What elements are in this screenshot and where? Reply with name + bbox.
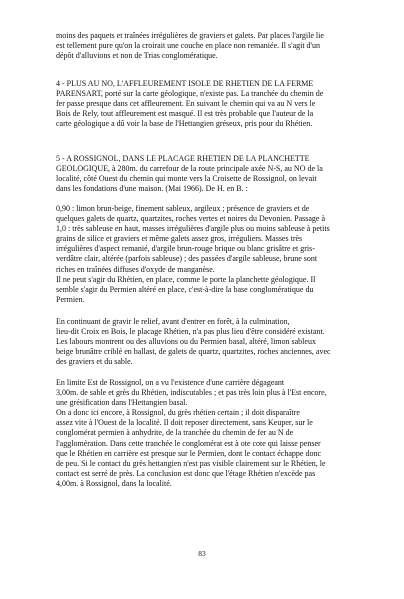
page-number: 83 [198, 549, 206, 558]
paragraph-conclusion: En limite Est de Rossignol, on a vu l'existence d'une carrière dégageant 3,00m. de sable et grès du Rhétien, indiscutables ; et pas très loin plus à l'Est encore, une grésification dans l'Hettangien basal. On a donc ici encore, à Rossignol, du grès rhétien certain ; il doit disparaître assez vite à l'Ouest de la localité. Il doit reposer directement, sans Keuper, sur le conglomérat permien à anhydrite, de la tranchée du chemin de fer au N de l'agglomération. Dans cette tranchée le conglomérat est à ote cote qui laisse penser que le Rhétien en carrière est presque sur le Permien, dont le contact échappe donc de peu. Si le contact du grès hettangien n'est pas visible clairement sur le Rhétien, le contact est serré de près. La conclusion est donc que l'étage Rhétien n'excède pas 4,00m. à Rossignol, dans la localité. [56, 378, 327, 488]
paragraph-alluvial-deposit: moins des paquets et traînées irrégulières de graviers et galets. Par places l'argile lie est tellement pure qu'on la croirait une couche en place non remaniée. Il s'agit d'un dépôt d'alluvions et non de Trias conglomératique. [56, 31, 324, 61]
paragraph-parensart-outcrop: 4 - PLUS AU NO, L'AFFLEUREMENT ISOLE DE RHETIEN DE LA FERME PARENSART, porté sur la carte géologique, n'existe pas. La tranchée du chemin de fer passe presque dans cet affleurement. En suivant le chemin qui va au N vers le Bois de Rely, tout affleurement est masqué. Il est très probable que l'auteur de la carte géologique a dû voir la base de l'Hettangien gréseux, pris pour du Rhétien. [56, 79, 324, 129]
paragraph-croix-en-bois: En continuant de gravir le relief, avant d'entrer en forêt, à la culmination, lieu-dit Croix en Bois, le placage Rhétien, n'a pas plus lieu d'être considéré existant. Les labours montrent ou des alluvions ou du Permien basal, altéré, limon sableux beige brunâtre criblé en ballast, de galets de quartz, quartzites, roches anciennes, avec des graviers et du sable. [56, 317, 331, 367]
paragraph-rossignol-heading: 5 - A ROSSIGNOL, DANS LE PLACAGE RHETIEN DE LA PLANCHETTE GEOLOGIQUE, à 280m. du carrefour de la route principale axée N-S, au NO de la localité, côté Ouest du chemin qui monte vers la Croisette de Rossignol, on levait dans les fondations d'une maison. (Mai 1966). De H. en B. : [56, 154, 323, 194]
paragraph-section-log: 0,90 : limon brun-beige, finement sableux, argileux ; présence de graviers et de quelques galets de quartz, quartzites, roches vertes et noires du Devonien. Passage à 1,0 : très sableuse en haut, masses irrégulières d'argile plus ou moins sableuse à petits grains de silice et graviers et même galets assez gros, irréguliers. Masses très irrégulières d'aspect remanié, d'argile brun-rouge brique ou blanc grisâtre et gris- verdâtre clair, altérée (parfois sableuse) ; des passées d'argile sableuse, brune sont riches en traînées diffuses d'oxyde de manganèse. Il ne peut s'agir du Rhétien, en place, comme le porte la planchette géologique. Il semble s'agir du Permien altéré en place, c'est-à-dire la base conglomératique du Permien. [56, 204, 330, 304]
